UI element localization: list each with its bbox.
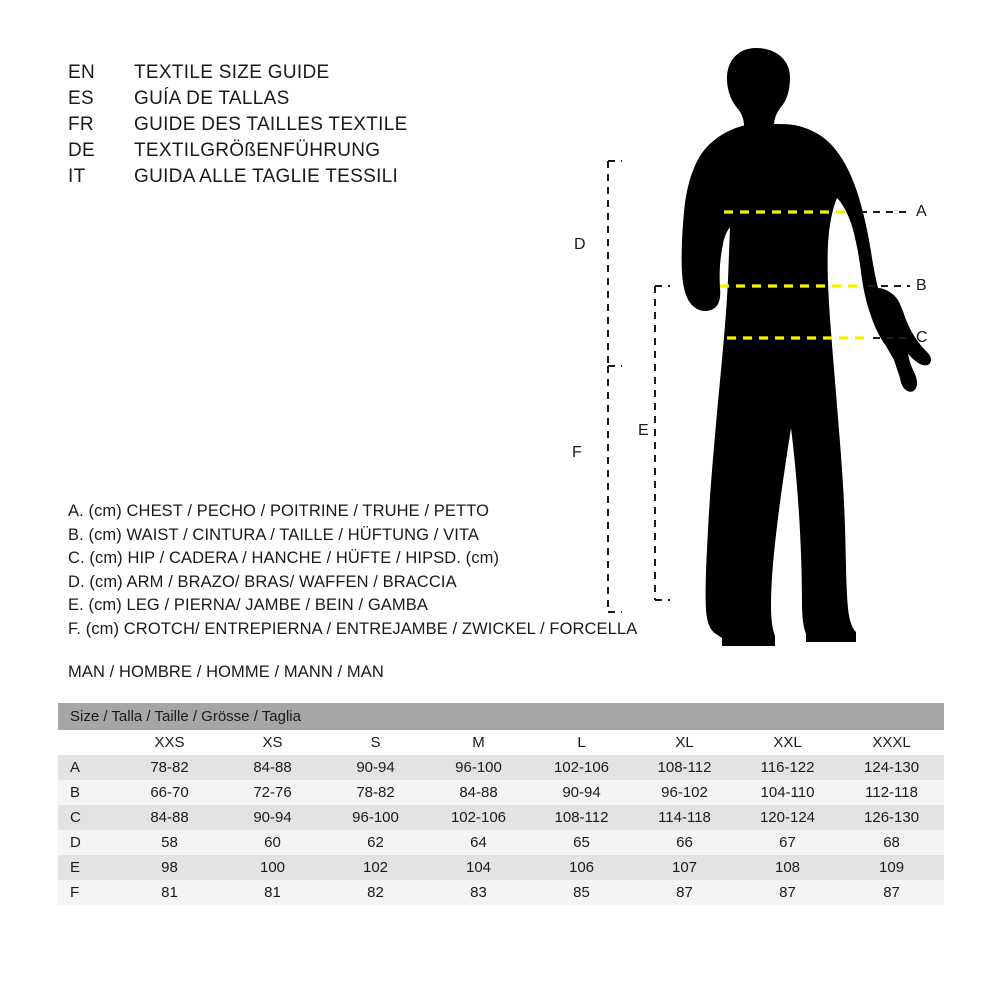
- row-label-a: A: [58, 755, 118, 780]
- col-head-m: M: [472, 734, 485, 751]
- col-head-xxs: XXS: [154, 734, 185, 751]
- cell-b-xs: 72-76: [221, 780, 324, 805]
- title-lang-fr: FR: [68, 114, 94, 135]
- cell-c-m: 102-106: [427, 805, 530, 830]
- cell-d-xxxl: 68: [839, 830, 944, 855]
- table-row: [58, 805, 944, 830]
- cell-e-m: 104: [427, 855, 530, 880]
- man-silhouette: [682, 48, 931, 646]
- col-head-xxxl: XXXL: [872, 734, 911, 751]
- cell-f-s: 82: [324, 880, 427, 905]
- label-c: C: [916, 329, 928, 346]
- col-head-xl: XL: [675, 734, 694, 751]
- cell-a-m: 96-100: [427, 755, 530, 780]
- row-label-e: E: [58, 855, 118, 880]
- cell-b-m: 84-88: [427, 780, 530, 805]
- cell-d-xxl: 67: [736, 830, 839, 855]
- cell-f-xxs: 81: [118, 880, 221, 905]
- size-table: [58, 703, 944, 905]
- title-text-it: GUIDA ALLE TAGLIE TESSILI: [134, 166, 399, 187]
- cell-d-xl: 66: [633, 830, 736, 855]
- title-lang-es: ES: [68, 88, 94, 109]
- legend-block: [68, 500, 668, 641]
- cell-e-xxl: 108: [736, 855, 839, 880]
- cell-b-xl: 96-102: [633, 780, 736, 805]
- cell-b-l: 90-94: [530, 780, 633, 805]
- cell-f-xxxl: 87: [839, 880, 944, 905]
- legend-item-e: E. (cm) LEG / PIERNA/ JAMBE / BEIN / GAMBA: [68, 596, 428, 614]
- table-row: [58, 755, 944, 780]
- cell-e-xs: 100: [221, 855, 324, 880]
- row-label-c: C: [58, 805, 118, 830]
- label-e: E: [638, 422, 649, 439]
- title-text-fr: GUIDE DES TAILLES TEXTILE: [134, 114, 408, 135]
- cell-c-xl: 114-118: [633, 805, 736, 830]
- cell-a-l: 102-106: [530, 755, 633, 780]
- legend-item-a: A. (cm) CHEST / PECHO / POITRINE / TRUHE / PETTO: [68, 502, 490, 520]
- title-row: [68, 62, 548, 88]
- cell-f-xs: 81: [221, 880, 324, 905]
- label-f: F: [572, 444, 582, 461]
- col-head-l: L: [577, 734, 586, 751]
- legend-item-d: D. (cm) ARM / BRAZO/ BRAS/ WAFFEN / BRACCIA: [68, 572, 457, 591]
- row-label-d: D: [58, 830, 118, 855]
- label-d: D: [574, 236, 586, 253]
- cell-c-s: 96-100: [324, 805, 427, 830]
- cell-f-xl: 87: [633, 880, 736, 905]
- col-head-xxl: XXL: [773, 734, 802, 751]
- cell-e-xxxl: 109: [839, 855, 944, 880]
- cell-c-xxs: 84-88: [118, 805, 221, 830]
- table-header-label: Size / Talla / Taille / Grösse / Taglia: [58, 703, 944, 730]
- cell-f-l: 85: [530, 880, 633, 905]
- cell-c-xxxl: 126-130: [839, 805, 944, 830]
- cell-a-xxl: 116-122: [736, 755, 839, 780]
- title-text-es: GUÍA DE TALLAS: [134, 88, 290, 109]
- cell-d-s: 62: [324, 830, 427, 855]
- table-row: [58, 830, 944, 855]
- row-label-b: B: [58, 780, 118, 805]
- title-row: [68, 114, 548, 140]
- cell-d-l: 65: [530, 830, 633, 855]
- cell-c-xs: 90-94: [221, 805, 324, 830]
- table-row: [58, 780, 944, 805]
- title-block: [68, 62, 548, 192]
- legend-item-c: C. (cm) HIP / CADERA / HANCHE / HÜFTE / HIPSD. (cm): [68, 549, 500, 567]
- title-row: [68, 166, 548, 192]
- table-row: [58, 880, 944, 905]
- label-b: B: [916, 277, 927, 294]
- cell-b-xxxl: 112-118: [839, 780, 944, 805]
- cell-a-s: 90-94: [324, 755, 427, 780]
- cell-c-xxl: 120-124: [736, 805, 839, 830]
- cell-e-xxs: 98: [118, 855, 221, 880]
- cell-d-xs: 60: [221, 830, 324, 855]
- legend-item-b: B. (cm) WAIST / CINTURA / TAILLE / HÜFTUNG / VITA: [68, 525, 480, 544]
- bracket-d: [608, 161, 622, 366]
- cell-d-m: 64: [427, 830, 530, 855]
- cell-b-s: 78-82: [324, 780, 427, 805]
- cell-c-l: 108-112: [530, 805, 633, 830]
- gender-label: MAN / HOMBRE / HOMME / MANN / MAN: [68, 663, 384, 681]
- row-label-f: F: [58, 880, 118, 905]
- title-row: [68, 140, 548, 166]
- title-lang-de: DE: [68, 140, 95, 161]
- title-row: [68, 88, 548, 114]
- col-head-xs: XS: [262, 734, 283, 751]
- col-head-blank: [58, 730, 118, 755]
- table-row: [58, 855, 944, 880]
- cell-b-xxl: 104-110: [736, 780, 839, 805]
- cell-f-m: 83: [427, 880, 530, 905]
- table-header-row: [58, 703, 944, 730]
- col-head-s: S: [370, 734, 381, 751]
- cell-e-s: 102: [324, 855, 427, 880]
- cell-b-xxs: 66-70: [118, 780, 221, 805]
- cell-a-xs: 84-88: [221, 755, 324, 780]
- title-lang-it: IT: [68, 166, 86, 187]
- cell-f-xxl: 87: [736, 880, 839, 905]
- cell-d-xxs: 58: [118, 830, 221, 855]
- cell-e-xl: 107: [633, 855, 736, 880]
- cell-a-xxs: 78-82: [118, 755, 221, 780]
- cell-a-xl: 108-112: [633, 755, 736, 780]
- cell-a-xxxl: 124-130: [839, 755, 944, 780]
- title-text-de: TEXTILGRÖßENFÜHRUNG: [134, 140, 381, 161]
- title-lang-en: EN: [68, 62, 95, 83]
- title-text-en: TEXTILE SIZE GUIDE: [134, 62, 330, 83]
- label-a: A: [916, 203, 927, 220]
- legend-item-f: F. (cm) CROTCH/ ENTREPIERNA / ENTREJAMBE / ZWICKEL / FORCELLA: [68, 619, 638, 638]
- cell-e-l: 106: [530, 855, 633, 880]
- table-column-header-row: [58, 730, 944, 755]
